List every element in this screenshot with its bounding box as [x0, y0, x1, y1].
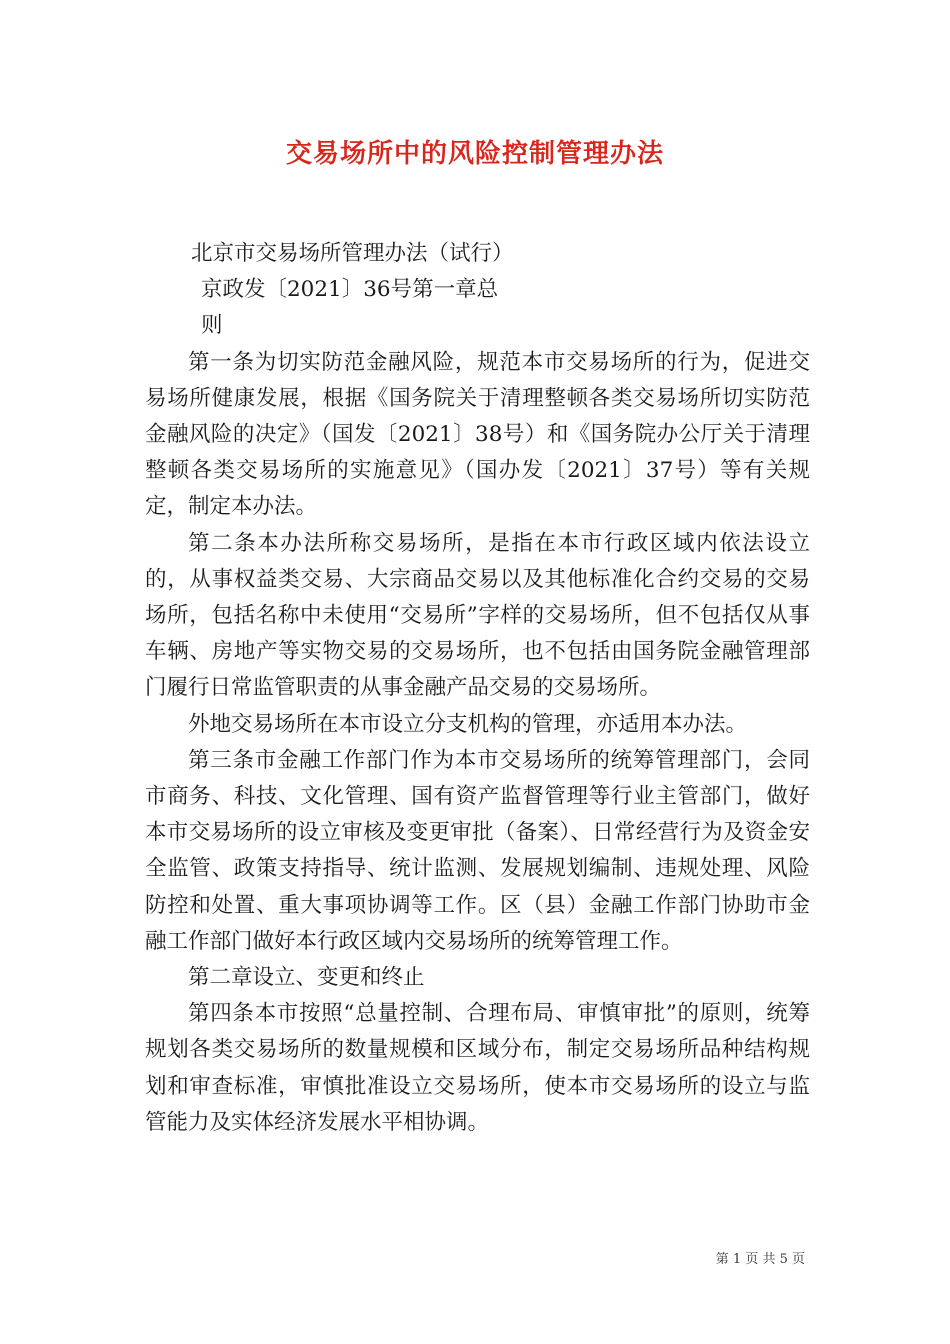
article-2-paragraph: 第二条本办法所称交易场所，是指在本市行政区域内依法设立的，从事权益类交易、大宗商品交易以及其他标准化合约交易的交易场所，包括名称中未使用“交易所”字样的交易场所，但不包括仅从事车辆、房地产等实物交易的交易场所，也不包括由国务院金融管理部门履行日常监管职责的从事金融产品交易的交易场所。 [145, 530, 810, 701]
law-name-heading: 北京市交易场所管理办法（试行） [191, 241, 514, 266]
page-number: 第 1 页 共 5 页 [715, 1252, 805, 1267]
article-4-paragraph: 第四条本市按照“总量控制、合理布局、审慎审批”的原则，统筹规划各类交易场所的数量规模和区域分布，制定交易场所品种结构规划和审查标准，审慎批准设立交易场所，使本市交易场所的设立与监管能力及实体经济发展水平相协调。 [145, 1001, 810, 1135]
article-1-paragraph: 第一条为切实防范金融风险，规范本市交易场所的行为，促进交易场所健康发展，根据《国务院关于清理整顿各类交易场所切实防范金融风险的决定》（国发〔2021〕38号）和《国务院办公厅关于清理整顿各类交易场所的实施意见》（国办发〔2021〕37号）等有关规定，制定本办法。 [145, 349, 810, 520]
chapter-2-heading: 第二章设立、变更和终止 [188, 965, 425, 991]
document-title: 交易场所中的风险控制管理办法 [285, 139, 664, 169]
article-3-paragraph: 第三条市金融工作部门作为本市交易场所的统筹管理部门，会同市商务、科技、文化管理、国有资产监督管理等行业主管部门，做好本市交易场所的设立审核及变更审批（备案）、日常经营行为及资金安全监管、政策支持指导、统计监测、发展规划编制、违规处理、风险防控和处置、重大事项协调等工作。区（县）金融工作部门协助市金融工作部门做好本行政区域内交易场所的统筹管理工作。 [145, 747, 810, 954]
document-number-heading: 京政发〔2021〕36号第一章总 [201, 277, 499, 303]
branch-applicability-paragraph: 外地交易场所在本市设立分支机构的管理，亦适用本办法。 [188, 711, 748, 737]
chapter-heading-tail: 则 [201, 313, 223, 339]
document-body [145, 236, 810, 1141]
